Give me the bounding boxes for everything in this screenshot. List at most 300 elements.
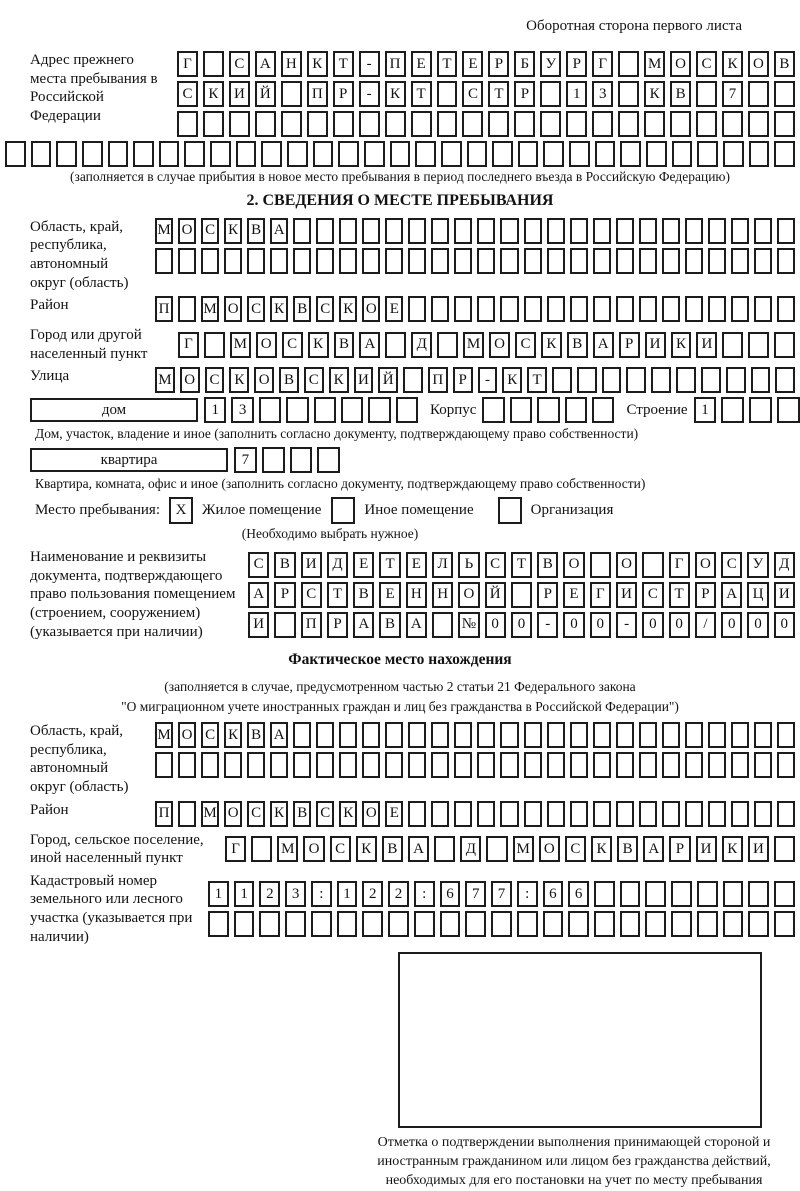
char-box[interactable]: 3 <box>285 881 306 907</box>
char-box[interactable]: К <box>644 81 665 107</box>
char-box[interactable]: Г <box>225 836 246 862</box>
char-box[interactable] <box>639 248 657 274</box>
char-box[interactable] <box>547 752 565 778</box>
char-box[interactable]: В <box>274 552 295 578</box>
checkbox-organization[interactable] <box>498 497 522 524</box>
char-box[interactable]: Т <box>669 582 690 608</box>
char-box[interactable]: Р <box>274 582 295 608</box>
char-box[interactable]: О <box>458 582 479 608</box>
char-box[interactable] <box>431 248 449 274</box>
char-box[interactable]: А <box>353 612 374 638</box>
char-box[interactable] <box>133 141 154 167</box>
char-box[interactable]: Т <box>411 81 432 107</box>
char-box[interactable]: К <box>307 51 328 77</box>
char-box[interactable] <box>618 111 639 137</box>
char-box[interactable] <box>247 248 265 274</box>
char-box[interactable]: 0 <box>774 612 795 638</box>
char-box[interactable] <box>569 141 590 167</box>
char-box[interactable] <box>208 911 229 937</box>
char-box[interactable] <box>440 911 461 937</box>
char-box[interactable] <box>281 81 302 107</box>
char-box[interactable]: К <box>270 296 288 322</box>
char-box[interactable] <box>224 752 242 778</box>
char-box[interactable] <box>31 141 52 167</box>
char-box[interactable] <box>568 911 589 937</box>
char-box[interactable] <box>685 296 703 322</box>
char-box[interactable] <box>590 552 611 578</box>
char-box[interactable]: К <box>339 801 357 827</box>
char-box[interactable]: 0 <box>642 612 663 638</box>
char-box[interactable] <box>362 911 383 937</box>
char-box[interactable]: К <box>203 81 224 107</box>
char-box[interactable] <box>408 218 426 244</box>
char-box[interactable] <box>477 722 495 748</box>
char-box[interactable]: Р <box>669 836 690 862</box>
char-box[interactable] <box>540 111 561 137</box>
char-box[interactable] <box>593 752 611 778</box>
char-box[interactable]: О <box>303 836 324 862</box>
char-box[interactable]: Т <box>511 552 532 578</box>
char-box[interactable] <box>338 141 359 167</box>
char-box[interactable] <box>777 801 795 827</box>
char-box[interactable] <box>431 752 449 778</box>
char-box[interactable] <box>488 111 509 137</box>
char-box[interactable] <box>774 881 795 907</box>
char-box[interactable] <box>408 801 426 827</box>
char-box[interactable]: М <box>513 836 534 862</box>
char-box[interactable]: Р <box>514 81 535 107</box>
char-box[interactable]: С <box>247 801 265 827</box>
char-box[interactable] <box>281 111 302 137</box>
char-box[interactable] <box>500 752 518 778</box>
char-box[interactable] <box>616 801 634 827</box>
char-box[interactable] <box>708 722 726 748</box>
char-box[interactable] <box>204 332 225 358</box>
char-box[interactable]: В <box>293 296 311 322</box>
char-box[interactable] <box>524 722 542 748</box>
char-box[interactable] <box>620 911 641 937</box>
char-box[interactable] <box>723 881 744 907</box>
char-box[interactable]: 7 <box>465 881 486 907</box>
char-box[interactable]: У <box>540 51 561 77</box>
char-box[interactable] <box>543 141 564 167</box>
char-box[interactable] <box>593 296 611 322</box>
char-box[interactable] <box>577 367 597 393</box>
char-box[interactable]: С <box>515 332 536 358</box>
char-box[interactable] <box>547 248 565 274</box>
char-box[interactable]: С <box>247 296 265 322</box>
char-box[interactable] <box>774 332 795 358</box>
char-box[interactable] <box>261 141 282 167</box>
char-box[interactable] <box>748 911 769 937</box>
char-box[interactable]: О <box>362 801 380 827</box>
char-box[interactable] <box>414 911 435 937</box>
char-box[interactable] <box>726 367 746 393</box>
char-box[interactable] <box>362 248 380 274</box>
char-box[interactable]: Р <box>695 582 716 608</box>
char-box[interactable] <box>262 447 285 473</box>
char-box[interactable]: О <box>489 332 510 358</box>
char-box[interactable]: К <box>308 332 329 358</box>
char-box[interactable] <box>293 722 311 748</box>
char-box[interactable] <box>524 752 542 778</box>
char-box[interactable] <box>286 397 308 423</box>
char-box[interactable]: - <box>478 367 498 393</box>
checkbox-residential[interactable]: X <box>169 497 193 524</box>
char-box[interactable] <box>454 722 472 748</box>
char-box[interactable] <box>708 801 726 827</box>
char-box[interactable]: М <box>155 218 173 244</box>
char-box[interactable] <box>566 111 587 137</box>
char-box[interactable] <box>477 218 495 244</box>
char-box[interactable] <box>311 911 332 937</box>
char-box[interactable]: Й <box>378 367 398 393</box>
char-box[interactable]: Н <box>432 582 453 608</box>
char-box[interactable]: К <box>722 51 743 77</box>
char-box[interactable] <box>385 248 403 274</box>
char-box[interactable] <box>672 141 693 167</box>
char-box[interactable] <box>540 81 561 107</box>
char-box[interactable] <box>500 248 518 274</box>
char-box[interactable]: С <box>696 51 717 77</box>
char-box[interactable]: Т <box>488 81 509 107</box>
char-box[interactable] <box>593 722 611 748</box>
char-box[interactable]: С <box>565 836 586 862</box>
char-box[interactable]: К <box>329 367 349 393</box>
char-box[interactable] <box>287 141 308 167</box>
char-box[interactable] <box>364 141 385 167</box>
char-box[interactable] <box>708 752 726 778</box>
char-box[interactable] <box>749 397 772 423</box>
char-box[interactable] <box>593 248 611 274</box>
char-box[interactable] <box>500 722 518 748</box>
char-box[interactable] <box>316 248 334 274</box>
char-box[interactable] <box>108 141 129 167</box>
char-box[interactable]: А <box>408 836 429 862</box>
char-box[interactable] <box>593 218 611 244</box>
char-box[interactable] <box>721 397 744 423</box>
char-box[interactable] <box>697 911 718 937</box>
char-box[interactable] <box>155 752 173 778</box>
char-box[interactable] <box>731 722 749 748</box>
char-box[interactable]: О <box>224 801 242 827</box>
char-box[interactable] <box>754 722 772 748</box>
char-box[interactable]: В <box>537 552 558 578</box>
char-box[interactable] <box>748 332 769 358</box>
char-box[interactable]: С <box>205 367 225 393</box>
char-box[interactable] <box>639 296 657 322</box>
char-box[interactable] <box>82 141 103 167</box>
char-box[interactable] <box>385 722 403 748</box>
char-box[interactable] <box>594 881 615 907</box>
char-box[interactable]: А <box>359 332 380 358</box>
char-box[interactable] <box>313 141 334 167</box>
char-box[interactable] <box>547 218 565 244</box>
char-box[interactable]: Р <box>327 612 348 638</box>
char-box[interactable]: В <box>617 836 638 862</box>
char-box[interactable] <box>662 801 680 827</box>
char-box[interactable] <box>552 367 572 393</box>
char-box[interactable]: - <box>359 81 380 107</box>
char-box[interactable] <box>255 111 276 137</box>
char-box[interactable] <box>178 248 196 274</box>
char-box[interactable] <box>616 248 634 274</box>
char-box[interactable] <box>403 367 423 393</box>
char-box[interactable] <box>385 332 406 358</box>
char-box[interactable]: В <box>353 582 374 608</box>
char-box[interactable]: 2 <box>388 881 409 907</box>
char-box[interactable] <box>565 397 587 423</box>
char-box[interactable] <box>285 911 306 937</box>
char-box[interactable] <box>339 722 357 748</box>
char-box[interactable]: Р <box>537 582 558 608</box>
char-box[interactable] <box>749 141 770 167</box>
char-box[interactable] <box>646 141 667 167</box>
char-box[interactable]: В <box>567 332 588 358</box>
char-box[interactable]: С <box>642 582 663 608</box>
char-box[interactable] <box>751 367 771 393</box>
char-box[interactable] <box>570 248 588 274</box>
char-box[interactable] <box>595 141 616 167</box>
char-box[interactable] <box>462 111 483 137</box>
char-box[interactable] <box>477 801 495 827</box>
char-box[interactable] <box>454 296 472 322</box>
char-box[interactable] <box>396 397 418 423</box>
char-box[interactable] <box>234 911 255 937</box>
char-box[interactable]: 6 <box>568 881 589 907</box>
char-box[interactable] <box>500 296 518 322</box>
char-box[interactable]: Н <box>281 51 302 77</box>
char-box[interactable]: 7 <box>491 881 512 907</box>
char-box[interactable]: О <box>362 296 380 322</box>
char-box[interactable] <box>671 881 692 907</box>
char-box[interactable] <box>754 296 772 322</box>
char-box[interactable] <box>155 248 173 274</box>
char-box[interactable]: О <box>748 51 769 77</box>
char-box[interactable]: Р <box>453 367 473 393</box>
char-box[interactable]: Д <box>460 836 481 862</box>
char-box[interactable] <box>570 752 588 778</box>
char-box[interactable]: 1 <box>337 881 358 907</box>
char-box[interactable]: О <box>178 218 196 244</box>
char-box[interactable] <box>754 801 772 827</box>
char-box[interactable] <box>437 81 458 107</box>
char-box[interactable]: 1 <box>694 397 717 423</box>
char-box[interactable] <box>341 397 363 423</box>
char-box[interactable] <box>777 248 795 274</box>
char-box[interactable]: А <box>643 836 664 862</box>
char-box[interactable] <box>645 911 666 937</box>
char-box[interactable]: Д <box>411 332 432 358</box>
char-box[interactable] <box>178 801 196 827</box>
char-box[interactable] <box>210 141 231 167</box>
char-box[interactable] <box>602 367 622 393</box>
char-box[interactable] <box>731 752 749 778</box>
char-box[interactable] <box>748 81 769 107</box>
char-box[interactable]: 0 <box>485 612 506 638</box>
char-box[interactable] <box>570 801 588 827</box>
char-box[interactable]: П <box>155 801 173 827</box>
char-box[interactable] <box>642 552 663 578</box>
char-box[interactable]: 0 <box>747 612 768 638</box>
char-box[interactable]: Е <box>385 296 403 322</box>
char-box[interactable] <box>307 111 328 137</box>
char-box[interactable] <box>774 111 795 137</box>
char-box[interactable]: 2 <box>362 881 383 907</box>
char-box[interactable] <box>671 911 692 937</box>
char-box[interactable] <box>432 612 453 638</box>
char-box[interactable] <box>697 141 718 167</box>
char-box[interactable]: В <box>247 722 265 748</box>
char-box[interactable] <box>454 218 472 244</box>
char-box[interactable]: Р <box>566 51 587 77</box>
char-box[interactable]: Т <box>327 582 348 608</box>
char-box[interactable] <box>570 218 588 244</box>
char-box[interactable]: А <box>406 612 427 638</box>
char-box[interactable] <box>685 722 703 748</box>
char-box[interactable] <box>511 582 532 608</box>
char-box[interactable] <box>618 51 639 77</box>
char-box[interactable]: С <box>282 332 303 358</box>
char-box[interactable] <box>616 752 634 778</box>
char-box[interactable] <box>676 367 696 393</box>
char-box[interactable]: П <box>301 612 322 638</box>
char-box[interactable]: А <box>248 582 269 608</box>
char-box[interactable] <box>178 296 196 322</box>
char-box[interactable] <box>514 111 535 137</box>
char-box[interactable] <box>537 397 559 423</box>
char-box[interactable] <box>777 296 795 322</box>
char-box[interactable] <box>362 722 380 748</box>
char-box[interactable]: И <box>696 836 717 862</box>
char-box[interactable] <box>748 881 769 907</box>
char-box[interactable]: В <box>670 81 691 107</box>
char-box[interactable] <box>454 248 472 274</box>
char-box[interactable]: И <box>229 81 250 107</box>
char-box[interactable] <box>618 81 639 107</box>
char-box[interactable]: М <box>201 801 219 827</box>
char-box[interactable]: Е <box>563 582 584 608</box>
char-box[interactable]: 1 <box>204 397 226 423</box>
char-box[interactable]: И <box>248 612 269 638</box>
char-box[interactable]: : <box>517 881 538 907</box>
char-box[interactable] <box>731 296 749 322</box>
char-box[interactable] <box>620 141 641 167</box>
char-box[interactable]: - <box>359 51 380 77</box>
char-box[interactable]: К <box>671 332 692 358</box>
char-box[interactable]: Ц <box>747 582 768 608</box>
char-box[interactable]: К <box>339 296 357 322</box>
char-box[interactable]: Н <box>406 582 427 608</box>
char-box[interactable]: Р <box>488 51 509 77</box>
char-box[interactable]: 3 <box>231 397 253 423</box>
char-box[interactable]: Д <box>774 552 795 578</box>
char-box[interactable]: О <box>224 296 242 322</box>
char-box[interactable]: А <box>593 332 614 358</box>
char-box[interactable] <box>524 248 542 274</box>
char-box[interactable]: О <box>670 51 691 77</box>
char-box[interactable]: О <box>539 836 560 862</box>
char-box[interactable] <box>293 218 311 244</box>
char-box[interactable] <box>467 141 488 167</box>
char-box[interactable]: : <box>414 881 435 907</box>
char-box[interactable]: С <box>201 722 219 748</box>
char-box[interactable] <box>293 752 311 778</box>
char-box[interactable]: К <box>224 218 242 244</box>
char-box[interactable]: М <box>230 332 251 358</box>
char-box[interactable] <box>274 612 295 638</box>
char-box[interactable] <box>524 296 542 322</box>
char-box[interactable]: М <box>644 51 665 77</box>
char-box[interactable]: 0 <box>669 612 690 638</box>
char-box[interactable] <box>722 332 743 358</box>
char-box[interactable]: 0 <box>563 612 584 638</box>
char-box[interactable]: С <box>721 552 742 578</box>
char-box[interactable] <box>415 141 436 167</box>
char-box[interactable] <box>701 367 721 393</box>
char-box[interactable] <box>408 296 426 322</box>
char-box[interactable] <box>293 248 311 274</box>
char-box[interactable] <box>339 248 357 274</box>
char-box[interactable]: 1 <box>208 881 229 907</box>
char-box[interactable] <box>201 248 219 274</box>
char-box[interactable]: В <box>334 332 355 358</box>
char-box[interactable] <box>159 141 180 167</box>
char-box[interactable]: О <box>695 552 716 578</box>
char-box[interactable]: П <box>385 51 406 77</box>
char-box[interactable]: К <box>722 836 743 862</box>
char-box[interactable] <box>777 722 795 748</box>
char-box[interactable]: 3 <box>592 81 613 107</box>
char-box[interactable] <box>411 111 432 137</box>
char-box[interactable] <box>56 141 77 167</box>
char-box[interactable] <box>385 752 403 778</box>
char-box[interactable]: Е <box>353 552 374 578</box>
char-box[interactable]: 6 <box>543 881 564 907</box>
char-box[interactable]: Т <box>333 51 354 77</box>
char-box[interactable] <box>547 296 565 322</box>
char-box[interactable] <box>547 722 565 748</box>
char-box[interactable]: - <box>537 612 558 638</box>
char-box[interactable]: К <box>270 801 288 827</box>
char-box[interactable] <box>177 111 198 137</box>
char-box[interactable] <box>492 141 513 167</box>
char-box[interactable] <box>645 881 666 907</box>
char-box[interactable]: Г <box>590 582 611 608</box>
char-box[interactable] <box>570 296 588 322</box>
char-box[interactable]: Е <box>385 801 403 827</box>
char-box[interactable] <box>203 111 224 137</box>
char-box[interactable] <box>662 296 680 322</box>
char-box[interactable]: Г <box>178 332 199 358</box>
char-box[interactable]: К <box>541 332 562 358</box>
char-box[interactable]: С <box>304 367 324 393</box>
char-box[interactable] <box>777 752 795 778</box>
char-box[interactable]: 1 <box>566 81 587 107</box>
char-box[interactable] <box>731 248 749 274</box>
char-box[interactable] <box>685 752 703 778</box>
char-box[interactable] <box>524 801 542 827</box>
char-box[interactable] <box>547 801 565 827</box>
char-box[interactable] <box>337 911 358 937</box>
char-box[interactable] <box>251 836 272 862</box>
char-box[interactable]: С <box>462 81 483 107</box>
char-box[interactable]: Д <box>327 552 348 578</box>
char-box[interactable] <box>570 722 588 748</box>
char-box[interactable] <box>201 752 219 778</box>
char-box[interactable] <box>477 296 495 322</box>
char-box[interactable] <box>229 111 250 137</box>
